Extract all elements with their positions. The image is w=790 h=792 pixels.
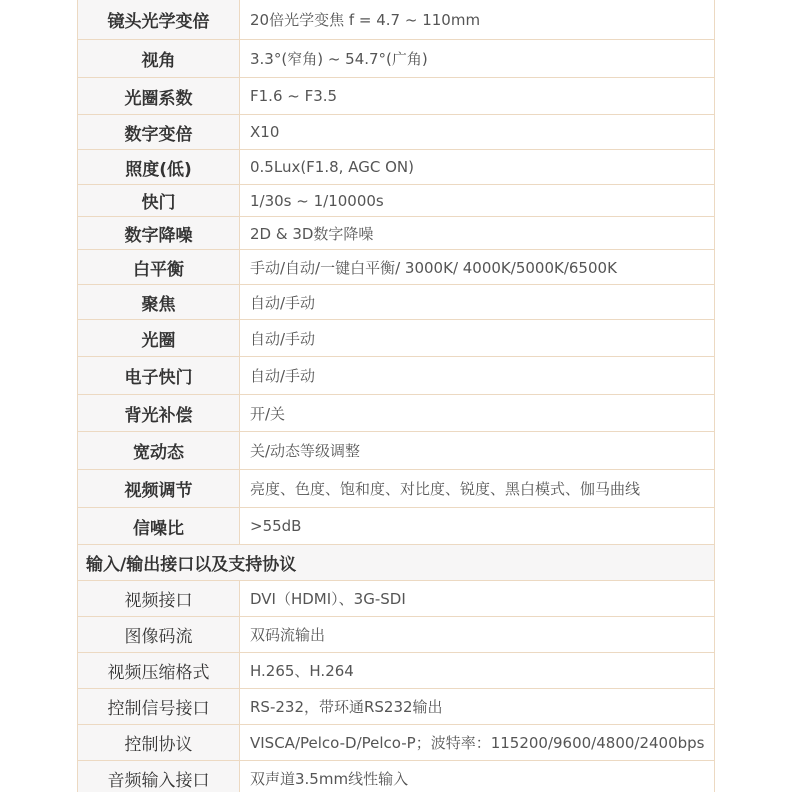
io-label: 视频接口	[78, 581, 240, 616]
spec-label: 光圈系数	[78, 78, 240, 114]
spec-row-white-balance	[78, 250, 714, 285]
io-label: 控制协议	[78, 725, 240, 760]
io-row-video-interface	[78, 581, 714, 617]
spec-label: 照度(低)	[78, 150, 240, 184]
spec-value: 0.5Lux(F1.8, AGC ON)	[250, 158, 414, 176]
io-value: H.265、H.264	[250, 662, 354, 680]
spec-label: 视频调节	[78, 470, 240, 507]
spec-value: 开/关	[250, 404, 286, 423]
spec-row-backlight-compensation	[78, 395, 714, 432]
spec-value: F1.6 ~ F3.5	[250, 87, 338, 105]
spec-label: 镜头光学变倍	[78, 0, 240, 39]
spec-label: 光圈	[78, 320, 240, 356]
spec-value: 3.3°(窄角) ~ 54.7°(广角)	[250, 50, 428, 68]
io-value: DVI（HDMI）、3G-SDI	[250, 590, 406, 608]
spec-value: 1/30s ~ 1/10000s	[250, 191, 384, 210]
spec-value: X10	[250, 123, 280, 141]
io-row-control-protocol	[78, 725, 714, 761]
spec-label: 视角	[78, 40, 240, 77]
spec-row-optical-zoom	[78, 0, 714, 40]
io-value: 双码流输出	[250, 626, 326, 644]
spec-row-video-adjustment	[78, 470, 714, 508]
spec-value: 手动/自动/一键白平衡/ 3000K/ 4000K/5000K/6500K	[250, 258, 617, 277]
spec-row-snr	[78, 508, 714, 545]
spec-label: 数字降噪	[78, 217, 240, 249]
spec-row-view-angle	[78, 40, 714, 78]
spec-row-digital-zoom	[78, 115, 714, 150]
spec-row-shutter	[78, 185, 714, 217]
spec-label: 白平衡	[78, 250, 240, 284]
spec-value: 自动/手动	[250, 329, 316, 348]
spec-row-min-illumination	[78, 150, 714, 185]
spec-label: 快门	[78, 185, 240, 216]
spec-label: 背光补偿	[78, 395, 240, 431]
io-row-image-stream	[78, 617, 714, 653]
section-title-io: 输入/输出接口以及支持协议	[78, 545, 714, 581]
spec-row-iris	[78, 320, 714, 357]
spec-row-electronic-shutter	[78, 357, 714, 395]
spec-value: >55dB	[250, 517, 302, 535]
spec-row-aperture-range	[78, 78, 714, 115]
spec-value: 自动/手动	[250, 367, 316, 385]
io-value: RS-232，带环通RS232输出	[250, 698, 443, 716]
io-label: 视频压缩格式	[78, 653, 240, 688]
spec-value: 亮度、色度、饱和度、对比度、锐度、黑白模式、伽马曲线	[250, 480, 641, 498]
spec-value: 关/动态等级调整	[250, 442, 361, 460]
io-value: VISCA/Pelco-D/Pelco-P；波特率：115200/9600/4800/2400bps	[250, 734, 705, 752]
io-row-audio-input	[78, 761, 714, 792]
io-value: 双声道3.5mm线性输入	[250, 770, 409, 788]
io-label: 图像码流	[78, 617, 240, 652]
spec-table	[77, 0, 715, 792]
spec-label: 信噪比	[78, 508, 240, 544]
spec-label: 数字变倍	[78, 115, 240, 149]
spec-label: 宽动态	[78, 432, 240, 469]
io-row-control-signal-interface	[78, 689, 714, 725]
spec-row-wide-dynamic-range	[78, 432, 714, 470]
spec-row-focus	[78, 285, 714, 320]
io-row-compression-format	[78, 653, 714, 689]
spec-value: 自动/手动	[250, 293, 316, 312]
spec-label: 聚焦	[78, 285, 240, 319]
spec-label: 电子快门	[78, 357, 240, 394]
spec-value: 20倍光学变焦 f = 4.7 ~ 110mm	[250, 11, 481, 29]
spec-row-noise-reduction	[78, 217, 714, 250]
spec-value: 2D & 3D数字降噪	[250, 224, 374, 243]
io-label: 音频输入接口	[78, 761, 240, 792]
io-label: 控制信号接口	[78, 689, 240, 724]
